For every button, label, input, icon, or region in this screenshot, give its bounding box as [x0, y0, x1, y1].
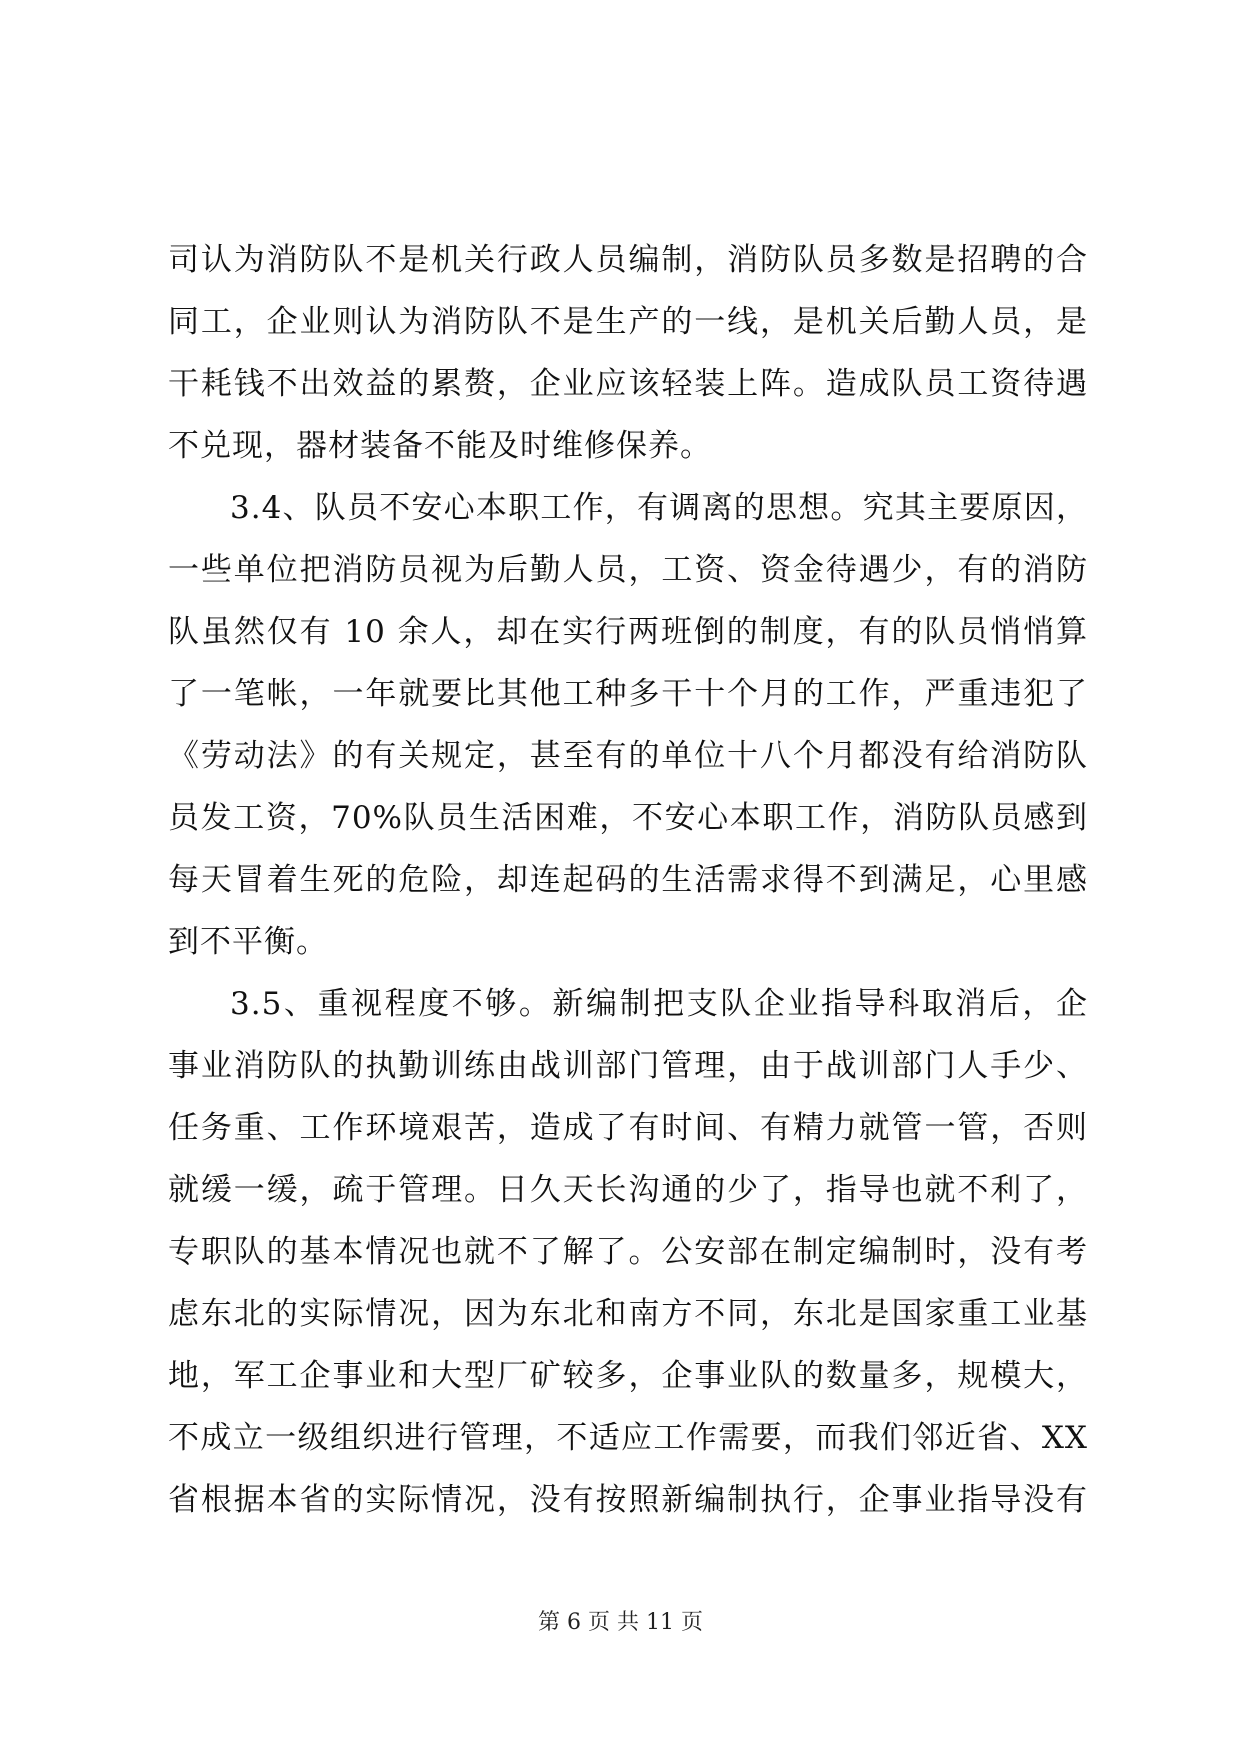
- text-line: 地，军工企事业和大型厂矿较多，企事业队的数量多，规模大，: [168, 1358, 1088, 1394]
- text-line: 3.4、队员不安心本职工作，有调离的思想。究其主要原因，: [230, 490, 1088, 526]
- text-line: 3.5、重视程度不够。新编制把支队企业指导科取消后，企: [230, 986, 1088, 1022]
- page-number-footer: 第 6 页 共 11 页: [538, 1610, 703, 1635]
- text-line: 同工，企业则认为消防队不是生产的一线，是机关后勤人员，是: [168, 304, 1088, 340]
- text-line: 就缓一缓，疏于管理。日久天长沟通的少了，指导也就不利了，: [168, 1172, 1088, 1208]
- text-line: 省根据本省的实际情况，没有按照新编制执行，企事业指导没有: [168, 1482, 1088, 1518]
- text-line: 不兑现，器材装备不能及时维修保养。: [168, 428, 712, 464]
- text-line: 事业消防队的执勤训练由战训部门管理，由于战训部门人手少、: [168, 1048, 1088, 1084]
- text-line: 了一笔帐，一年就要比其他工种多干十个月的工作，严重违犯了: [168, 676, 1088, 712]
- text-line: 司认为消防队不是机关行政人员编制，消防队员多数是招聘的合: [168, 242, 1088, 278]
- text-line: 员发工资，70%队员生活困难，不安心本职工作，消防队员感到: [168, 800, 1088, 836]
- text-line: 任务重、工作环境艰苦，造成了有时间、有精力就管一管，否则: [168, 1110, 1088, 1146]
- text-line: 到不平衡。: [168, 924, 328, 960]
- text-line: 不成立一级组织进行管理，不适应工作需要，而我们邻近省、XX: [168, 1420, 1088, 1456]
- body-text: [168, 229, 1088, 1531]
- text-line: 《劳动法》的有关规定，甚至有的单位十八个月都没有给消防队: [168, 738, 1088, 774]
- text-line: 虑东北的实际情况，因为东北和南方不同，东北是国家重工业基: [168, 1296, 1088, 1332]
- text-line: 每天冒着生死的危险，却连起码的生活需求得不到满足，心里感: [168, 862, 1088, 898]
- text-line: 一些单位把消防员视为后勤人员，工资、资金待遇少，有的消防: [168, 552, 1088, 588]
- text-line: 队虽然仅有 10 余人，却在实行两班倒的制度，有的队员悄悄算: [168, 614, 1088, 650]
- text-line: 专职队的基本情况也就不了解了。公安部在制定编制时，没有考: [168, 1234, 1088, 1270]
- text-line: 干耗钱不出效益的累赘，企业应该轻装上阵。造成队员工资待遇: [168, 366, 1088, 402]
